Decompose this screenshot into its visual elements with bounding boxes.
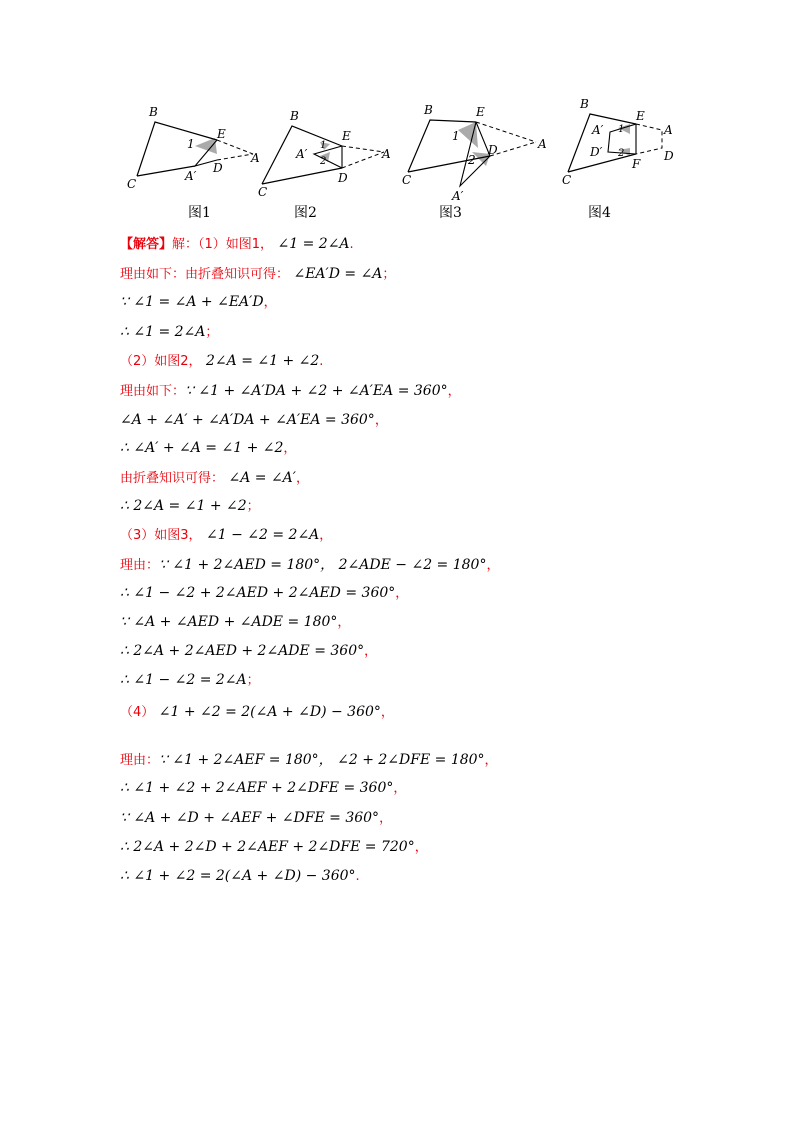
line-end: ；	[382, 267, 396, 282]
line-end: ，	[295, 471, 309, 486]
solution-line-9	[120, 468, 309, 489]
line-end: ，	[374, 413, 388, 428]
solution-line-1	[120, 234, 354, 255]
label-angle-2: 2	[618, 148, 625, 159]
figure-4	[560, 96, 690, 191]
figure-1-diagram	[125, 92, 265, 192]
label-b: B	[149, 105, 158, 119]
line-math: ∵ ∠1 + ∠A′DA + ∠2 + ∠A′EA = 360°	[185, 383, 448, 399]
dashed-quad	[636, 124, 662, 154]
label-a: A	[538, 137, 547, 151]
label-angle-1: 1	[187, 137, 195, 151]
solution-line-13	[120, 583, 408, 604]
figure-1-caption: 图1	[188, 205, 211, 221]
line-end: ，	[319, 528, 333, 543]
line-math: ∴ ∠1 = 2∠A	[120, 324, 206, 340]
label-d-prime: D′	[590, 145, 603, 159]
line-end: ，	[380, 705, 394, 720]
line-math: ∴ ∠1 − ∠2 = 2∠A	[120, 672, 247, 688]
solution-line-15	[120, 641, 377, 662]
dashed-ea	[476, 122, 536, 142]
line-end: ；	[205, 325, 219, 340]
line-end: ，	[414, 840, 428, 855]
figure-2	[258, 92, 398, 199]
line-math: ∴ 2∠A + 2∠D + 2∠AEF + 2∠DFE = 720°	[120, 839, 415, 855]
solution-line-16	[120, 670, 260, 691]
figure-3-diagram	[402, 92, 552, 202]
line-end: ，	[364, 644, 378, 659]
line-math: ∴ 2∠A = ∠1 + ∠2	[120, 498, 247, 514]
line-text: 理由：	[120, 558, 160, 573]
label-b: B	[290, 109, 299, 123]
line-text: 由折叠知识可得：	[120, 471, 225, 486]
solution-line-12	[120, 555, 499, 576]
line-math: 2∠A = ∠1 + ∠2	[206, 353, 320, 369]
label-e: E	[636, 109, 645, 123]
line-math: ∵ ∠A + ∠D + ∠AEF + ∠DFE = 360°	[120, 810, 380, 826]
line-end: ，	[263, 295, 277, 310]
solution-line-10	[120, 496, 260, 517]
line-math: ∠1 + ∠2 = 2(∠A + ∠D) − 360°	[158, 704, 381, 720]
label-d: D	[664, 149, 674, 163]
dashed-da	[217, 154, 253, 160]
label-angle-1: 1	[320, 140, 327, 151]
line-math: ∵ ∠1 + 2∠AEF = 180°， ∠2 + 2∠DFE = 180°	[159, 752, 485, 768]
label-e: E	[476, 105, 485, 119]
line-math: ∠EA′D = ∠A	[293, 266, 383, 282]
label-f: F	[632, 157, 641, 171]
figure-4-diagram	[560, 96, 690, 191]
solution-line-11	[120, 525, 332, 546]
line-end: .	[355, 869, 360, 884]
label-b: B	[424, 103, 433, 117]
label-c: C	[127, 177, 137, 191]
label-c: C	[258, 185, 268, 199]
side-cd	[262, 168, 342, 184]
line-math: ∵ ∠1 + 2∠AED = 180°， 2∠ADE − ∠2 = 180°	[159, 557, 487, 573]
solution-line-6	[120, 381, 461, 402]
line-end: .	[349, 237, 354, 252]
line-end: .	[319, 354, 324, 369]
solution-line-17	[120, 702, 394, 723]
label-a: A	[251, 151, 260, 165]
label-a-prime: A′	[452, 189, 464, 203]
line-text: 理由如下：由折叠知识可得：	[120, 267, 290, 282]
dashed-ea	[217, 140, 253, 154]
line-math: ∵ ∠A + ∠AED + ∠ADE = 180°	[120, 614, 338, 630]
line-text: 解：（1）如图1，	[172, 237, 274, 252]
line-end: ，	[484, 753, 498, 768]
figure-2-diagram	[258, 92, 398, 199]
line-math: ∴ ∠1 − ∠2 + 2∠AED + 2∠AED = 360°	[120, 585, 396, 601]
label-d: D	[488, 143, 498, 157]
answer-tag: 【解答】	[120, 237, 173, 252]
dashed-da	[342, 152, 384, 168]
line-end: ，	[337, 615, 351, 630]
label-a-prime: A′	[592, 123, 604, 137]
line-end: ，	[393, 781, 407, 796]
solution-line-3	[120, 292, 277, 313]
angle-1-shade	[195, 138, 217, 154]
line-end: ，	[395, 586, 409, 601]
line-math: ∠1 = 2∠A	[277, 236, 350, 252]
line-math: ∴ ∠A′ + ∠A = ∠1 + ∠2	[120, 440, 284, 456]
solution-line-7	[120, 410, 388, 431]
label-d: D	[213, 161, 223, 175]
label-e: E	[342, 129, 351, 143]
label-angle-2: 2	[320, 156, 327, 167]
solution-line-5	[120, 351, 323, 372]
label-a-prime: A′	[296, 147, 308, 161]
line-end: ，	[283, 441, 297, 456]
figure-3-caption: 图3	[439, 205, 462, 221]
solution-line-2	[120, 264, 395, 285]
label-angle-1: 1	[618, 124, 625, 135]
line-math: ∴ ∠1 + ∠2 + 2∠AEF + 2∠DFE = 360°	[120, 780, 394, 796]
label-d: D	[338, 171, 348, 185]
label-a: A	[382, 147, 391, 161]
line-end: ，	[379, 811, 393, 826]
label-a-prime: A′	[185, 169, 197, 183]
line-math: ∴ 2∠A + 2∠AED + 2∠ADE = 360°	[120, 643, 365, 659]
line-math: ∠A = ∠A′	[228, 470, 296, 486]
line-text: 理由：	[120, 753, 160, 768]
solution-line-20	[120, 808, 392, 829]
dashed-ea	[342, 146, 384, 152]
solution-line-4	[120, 322, 218, 343]
figure-3	[402, 92, 552, 202]
label-a: A	[664, 123, 673, 137]
solution-line-22	[120, 866, 360, 887]
figure-4-caption: 图4	[588, 205, 611, 221]
label-c: C	[562, 173, 572, 187]
line-end: ，	[486, 558, 500, 573]
line-math: ∵ ∠1 = ∠A + ∠EA′D	[120, 294, 264, 310]
solution-line-21	[120, 837, 428, 858]
line-math: ∴ ∠1 + ∠2 = 2(∠A + ∠D) − 360°	[120, 868, 356, 884]
label-b: B	[580, 97, 589, 111]
solution-line-14	[120, 612, 350, 633]
label-angle-2: 2	[468, 153, 476, 167]
line-text: （3）如图3，	[120, 528, 202, 543]
line-end: ，	[447, 384, 461, 399]
label-e: E	[217, 127, 226, 141]
label-angle-1: 1	[452, 129, 460, 143]
line-end: ；	[246, 673, 260, 688]
line-math: ∠1 − ∠2 = 2∠A	[206, 527, 320, 543]
solution-line-8	[120, 438, 296, 459]
line-text: （4）	[120, 705, 155, 720]
line-end: ；	[246, 499, 260, 514]
line-math: ∠A + ∠A′ + ∠A′DA + ∠A′EA = 360°	[120, 412, 375, 428]
side-cd	[408, 156, 490, 172]
figure-1	[125, 92, 265, 192]
line-text: （2）如图2，	[120, 354, 202, 369]
label-c: C	[402, 173, 412, 187]
figure-2-caption: 图2	[294, 205, 317, 221]
solution-line-19	[120, 778, 406, 799]
line-text: 理由如下：	[120, 384, 186, 399]
solution-line-18	[120, 750, 498, 771]
